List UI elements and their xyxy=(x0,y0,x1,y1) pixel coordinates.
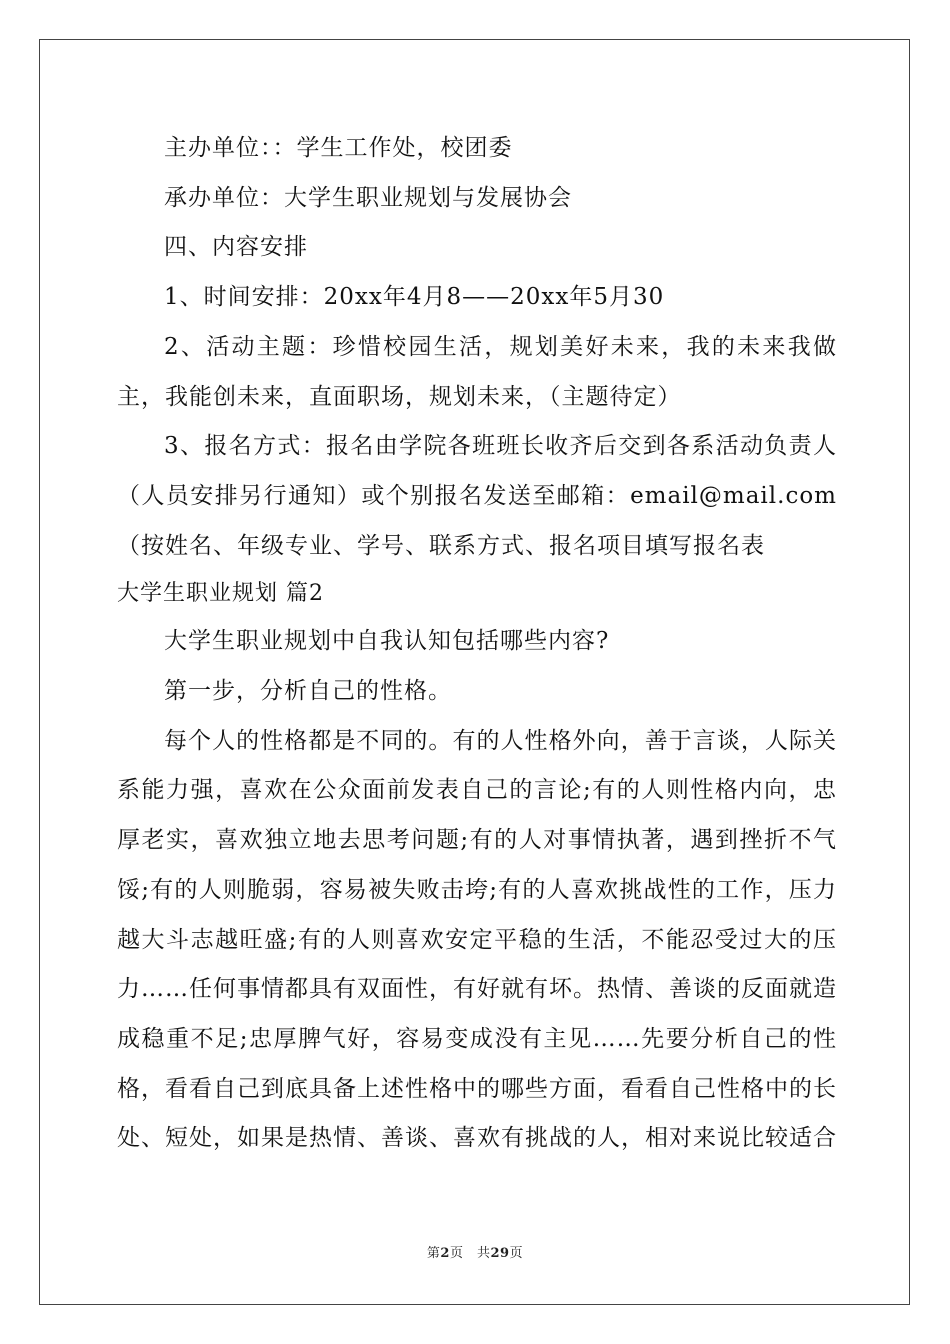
footer-total-pages: 29 xyxy=(490,1246,510,1261)
page-number-footer xyxy=(0,1242,950,1261)
theme-paragraph: 2、活动主题：珍惜校园生活，规划美好未来，我的未来我做主，我能创未来，直面职场，规划未来，（主题待定） xyxy=(117,333,837,410)
organizer-line: 主办单位：：学生工作处，校团委 xyxy=(164,135,513,161)
step-one-line: 第一步，分析自己的性格。 xyxy=(164,678,452,705)
section-title: 大学生职业规划 篇2 xyxy=(117,581,324,607)
footer-mid: 页 共 xyxy=(449,1246,491,1261)
document-body xyxy=(117,124,837,1164)
co-organizer-line: 承办单位：大学生职业规划与发展协会 xyxy=(164,184,572,211)
footer-current-page: 2 xyxy=(440,1246,450,1261)
footer-suffix: 页 xyxy=(509,1246,524,1261)
registration-paragraph: 3、报名方式：报名由学院各班班长收齐后交到各系活动负责人（人员安排另行通知）或个别报名发送至邮箱：email@mail.com（按姓名、年级专业、学号、联系方式、报名项目填写报名表 xyxy=(117,433,837,559)
footer-prefix: 第 xyxy=(426,1246,441,1261)
content-heading: 四、内容安排 xyxy=(164,234,308,261)
schedule-line: 1、时间安排：20xx年4月8——20xx年5月30 xyxy=(164,284,665,311)
personality-paragraph: 每个人的性格都是不同的。有的人性格外向，善于言谈，人际关系能力强，喜欢在公众面前发表自己的言论;有的人则性格内向，忠厚老实，喜欢独立地去思考问题;有的人对事情执著，遇到挫折不气馁;有的人则脆弱，容易被失败击垮;有的人喜欢挑战性的工作，压力越大斗志越旺盛;有的人则喜欢安定平稳的生活，不能忍受过大的压力……任何事情都具有双面性，有好就有坏。热情、善谈的反面就造成稳重不足;忠厚脾气好，容易变成没有主见……先要分析自己的性格，看看自己到底具备上述性格中的哪些方面，看看自己性格中的长处、短处，如果是热情、善谈、喜欢有挑战的人，相对来说比较适合 xyxy=(117,727,837,1152)
question-line: 大学生职业规划中自我认知包括哪些内容? xyxy=(164,628,610,655)
